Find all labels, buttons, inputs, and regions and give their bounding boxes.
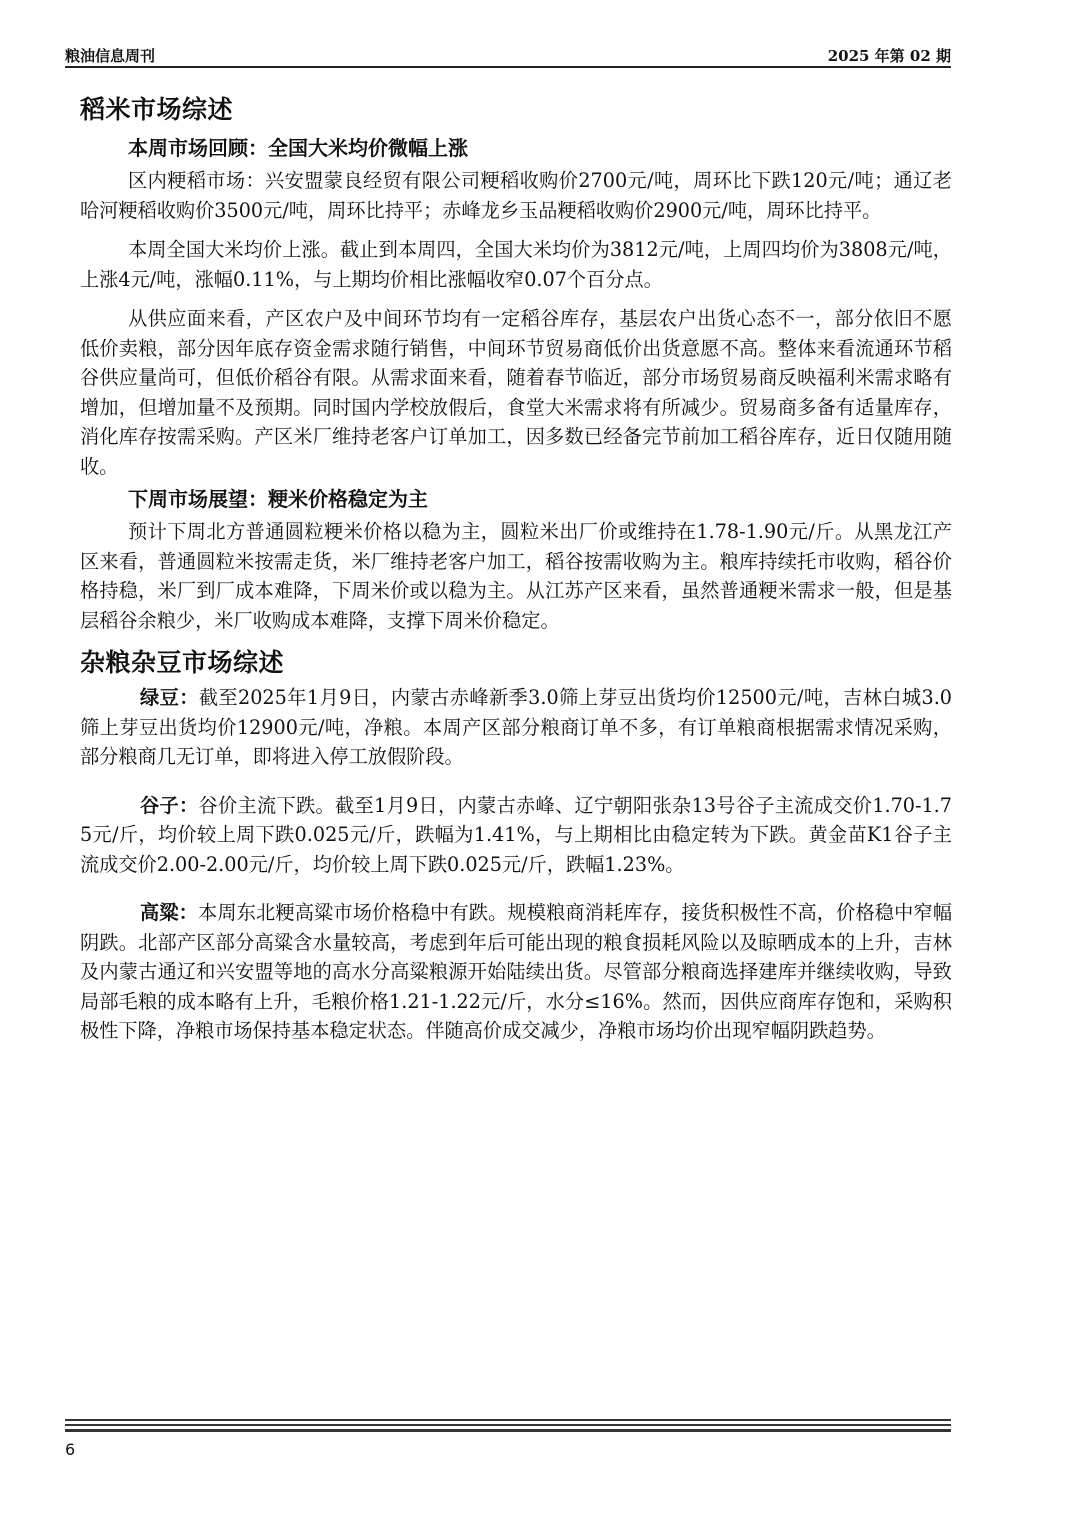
subheading-next-week-outlook: 下周市场展望：粳米价格稳定为主 [128, 487, 428, 511]
text-mung-bean: 截至2025年1月9日，内蒙古赤峰新季3.0筛上芽豆出货均价12500元/吨，吉林白城3.0筛上芽豆出货均价12900元/吨，净粮。本周产区部分粮商订单不多，有订单粮商根据需求情况采购，部分粮商几无订单，即将进入停工放假阶段。 [80, 686, 952, 768]
text-sorghum: 本周东北粳高粱市场价格稳中有跌。规模粮商消耗库存，接货积极性不高，价格稳中窄幅阴跌。北部产区部分高粱含水量较高，考虑到年后可能出现的粮食损耗风险以及晾晒成本的上升，吉林及内蒙古通辽和兴安盟等地的高水分高粱粮源开始陆续出货。尽管部分粮商选择建库并继续收购，导致局部毛粮的成本略有上升，毛粮价格1.21-1.22元/斤，水分≤16%。然而，因供应商库存饱和，采购积极性下降，净粮市场保持基本稳定状态。伴随高价成交减少，净粮市场均价出现窄幅阴跌趋势。 [80, 901, 953, 1043]
paragraph-japonica-market: 区内粳稻市场：兴安盟蒙良经贸有限公司粳稻收购价2700元/吨，周环比下跌120元/吨；通辽老哈河粳稻收购价3500元/吨，周环比持平；赤峰龙乡玉品粳稻收购价2900元/吨，周环比持平。 [80, 169, 952, 222]
paragraph-outlook: 预计下周北方普通圆粒粳米价格以稳为主，圆粒米出厂价或维持在1.78-1.90元/斤。从黑龙江产区来看，普通圆粒米按需走货，米厂维持老客户加工，稻谷按需收购为主。粮库持续托市收购，稻谷价格持稳，米厂到厂成本难降，下周米价或以稳为主。从江苏产区来看，虽然普通粳米需求一般，但是基层稻谷余粮少，米厂收购成本难降，支撑下周米价稳定。 [80, 520, 952, 632]
header-divider [65, 66, 951, 68]
page-number: 6 [65, 1440, 76, 1459]
paragraph-sorghum [80, 898, 952, 1046]
publication-name: 粮油信息周刊 [65, 47, 156, 65]
page-content [80, 90, 952, 1065]
issue-number: 2025 年第 02 期 [827, 47, 951, 65]
paragraph-national-average: 本周全国大米均价上涨。截止到本周四，全国大米均价为3812元/吨，上周四均价为3808元/吨，上涨4元/吨，涨幅0.11%，与上期均价相比涨幅收窄0.07个百分点。 [80, 238, 952, 291]
rice-market-section [80, 90, 952, 635]
subheading-weekly-review: 本周市场回顾：全国大米均价微幅上涨 [128, 136, 468, 160]
label-sorghum: 高粱： [140, 901, 199, 925]
running-header [65, 40, 951, 66]
label-millet: 谷子： [140, 793, 199, 817]
paragraph-mung-bean [80, 683, 952, 772]
label-mung-bean: 绿豆： [140, 686, 199, 709]
section-title-coarse-grains: 杂粮杂豆市场综述 [80, 648, 285, 677]
footer-divider [65, 1419, 951, 1432]
section-title-rice: 稻米市场综述 [80, 95, 234, 124]
coarse-grains-section [80, 643, 952, 1046]
text-millet: 谷价主流下跌。截至1月9日，内蒙古赤峰、辽宁朝阳张杂13号谷子主流成交价1.70-1.75元/斤，均价较上周下跌0.025元/斤，跌幅为1.41%，与上期相比由稳定转为下跌。黄金苗K1谷子主流成交价2.00-2.00元/斤，均价较上周下跌0.025元/斤，跌幅1.23%。 [80, 793, 952, 876]
paragraph-supply-demand: 从供应面来看，产区农户及中间环节均有一定稻谷库存，基层农户出货心态不一，部分依旧不愿低价卖粮，部分因年底存资金需求随行销售，中间环节贸易商低价出货意愿不高。整体来看流通环节稻谷供应量尚可，但低价稻谷有限。从需求面来看，随着春节临近，部分市场贸易商反映福利米需求略有增加，但增加量不及预期。同时国内学校放假后，食堂大米需求将有所减少。贸易商多备有适量库存，消化库存按需采购。产区米厂维持老客户订单加工，因多数已经备完节前加工稻谷库存，近日仅随用随收。 [80, 307, 952, 478]
paragraph-millet [80, 791, 952, 880]
